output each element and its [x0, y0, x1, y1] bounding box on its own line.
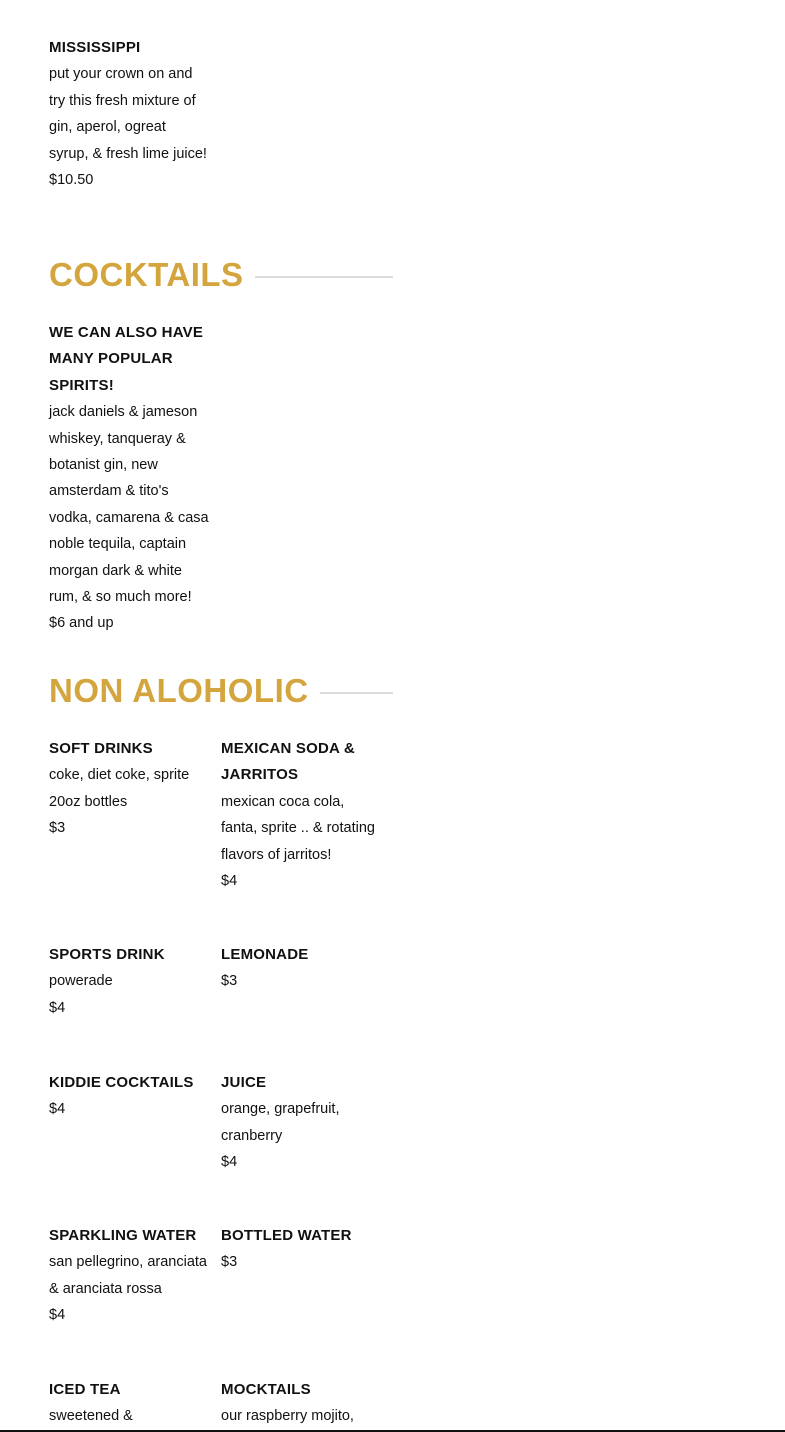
menu-item-spirits — [49, 320, 209, 637]
menu-item-description: coke, diet coke, sprite 20oz bottles — [49, 767, 190, 810]
menu-item-description: our raspberry mojito, — [221, 1408, 354, 1425]
menu-item-name: WE CAN ALSO HAVE MANY POPULAR SPIRITS! — [49, 324, 204, 394]
menu-item-price: $3 — [49, 820, 66, 837]
menu-item-description: san pellegrino, aranciata & aranciata rossa — [49, 1254, 207, 1297]
menu-item-name: BOTTLED WATER — [221, 1227, 352, 1244]
menu-item-mississippi — [49, 35, 207, 193]
menu-item-description: powerade — [49, 973, 113, 990]
menu-item-price: $3 — [221, 1254, 238, 1271]
menu-item-kiddie-cocktails — [49, 1070, 214, 1123]
menu-item-price: $6 and up — [49, 615, 114, 632]
menu-item-description: sweetened & — [49, 1408, 133, 1425]
menu-item-price: $4 — [49, 1101, 66, 1118]
section-header-cocktails — [49, 255, 393, 295]
menu-item-price: $4 — [49, 1307, 66, 1324]
menu-item-price: $10.50 — [49, 172, 94, 189]
menu-item-sparkling-water — [49, 1223, 209, 1329]
menu-item-iced-tea — [49, 1377, 209, 1430]
menu-item-price: $4 — [221, 1154, 238, 1171]
menu-item-bottled-water — [221, 1223, 381, 1276]
menu-item-name: SPARKLING WATER — [49, 1227, 197, 1244]
menu-item-name: KIDDIE COCKTAILS — [49, 1074, 194, 1091]
section-title: COCKTAILS — [49, 256, 244, 293]
menu-item-juice — [221, 1070, 371, 1176]
menu-item-description: orange, grapefruit, cranberry — [221, 1101, 340, 1144]
menu-item-mocktails — [221, 1377, 381, 1430]
menu-item-name: JUICE — [221, 1074, 267, 1091]
menu-item-name: SPORTS DRINK — [49, 946, 165, 963]
menu-item-price: $4 — [221, 873, 238, 890]
menu-item-price: $4 — [49, 999, 66, 1016]
menu-item-name: MEXICAN SODA & JARRITOS — [221, 740, 355, 784]
menu-item-description: mexican coca cola, fanta, sprite .. & rotating flavors of jarritos! — [221, 793, 375, 863]
menu-item-name: MOCKTAILS — [221, 1381, 311, 1398]
section-header-non-alcoholic — [49, 671, 393, 711]
menu-item-description: put your crown on and try this fresh mixture of gin, aperol, ogreat syrup, & fresh lime juice! — [49, 66, 207, 162]
menu-item-name: SOFT DRINKS — [49, 740, 153, 757]
menu-item-price: $3 — [221, 973, 238, 990]
section-title: NON ALOHOLIC — [49, 672, 309, 709]
menu-item-lemonade — [221, 942, 381, 995]
menu-item-name: MISSISSIPPI — [49, 39, 141, 56]
menu-item-name: LEMONADE — [221, 946, 309, 963]
menu-item-name: ICED TEA — [49, 1381, 121, 1398]
section-divider — [320, 692, 393, 694]
section-divider — [255, 276, 393, 278]
menu-item-sports-drink — [49, 942, 209, 1021]
menu-item-mexican-soda — [221, 736, 381, 894]
menu-item-description: jack daniels & jameson whiskey, tanqueray & botanist gin, new amsterdam & tito's vodka, camarena & casa noble tequila, captain morgan dark & white rum, & so much more! — [49, 404, 209, 606]
menu-item-soft-drinks — [49, 736, 204, 842]
